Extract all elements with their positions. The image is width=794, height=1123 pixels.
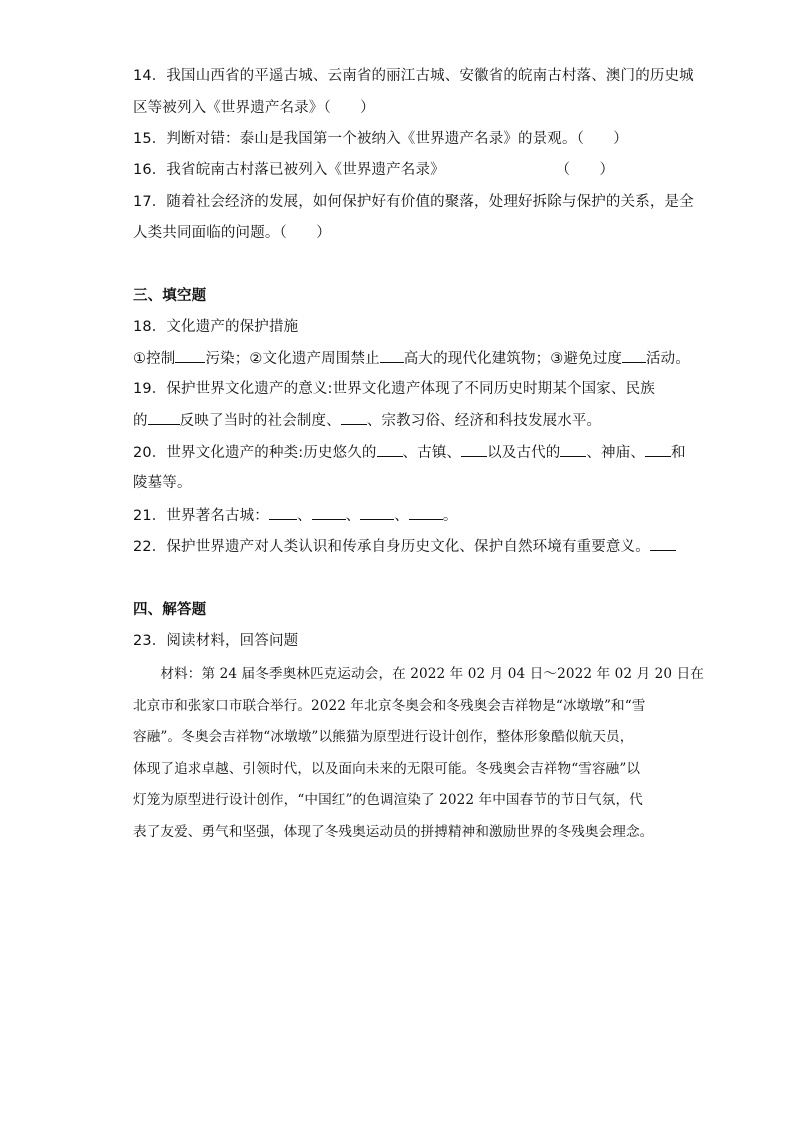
q20-part-2: 、古镇、	[402, 445, 462, 461]
q20-part-4: 、神庙、	[586, 445, 646, 461]
q14-line-1: 14．我国山西省的平遥古城、云南省的丽江古城、安徽省的皖南古村落、澳门的历史城	[133, 68, 694, 84]
q20-part-5: 和	[671, 445, 686, 461]
q23-material-line: 北京市和张家口市联合举行。2022 年北京冬奥会和冬残奥会吉祥物是“冰墩墩”和“雪	[133, 698, 646, 714]
q21-blank-2[interactable]	[312, 505, 346, 520]
q20-part-1: 20．世界文化遗产的种类:历史悠久的	[133, 445, 377, 461]
q18-part-1: ①控制	[133, 351, 176, 367]
q22-line	[133, 536, 676, 557]
q18-part-3: 高大的现代化建筑物；③避免过度	[403, 351, 623, 367]
q19-part-1: 的	[133, 413, 148, 429]
q23-material-line: 表了友爱、勇气和坚强，体现了冬残奥运动员的拼搏精神和激励世界的冬残奥会理念。	[133, 824, 654, 840]
q17-line-2: 人类共同面临的问题。（ ）	[133, 225, 331, 241]
q18-stem: 18．文化遗产的保护措施	[133, 319, 299, 335]
q19-blank-1[interactable]	[148, 410, 180, 425]
q23-material-line: 体现了追求卓越、引领时代，以及面向未来的无限可能。冬残奥会吉祥物“雪容融”以	[133, 761, 641, 777]
q17-line-1: 17．随着社会经济的发展，如何保护好有价值的聚落，处理好拆除与保护的关系，是全	[133, 194, 694, 210]
q21-separator: 、	[296, 508, 312, 524]
q18-blank-3[interactable]	[622, 348, 646, 363]
section-4-heading: 四、解答题	[133, 602, 207, 618]
q23-stem: 23．阅读材料，回答问题	[133, 633, 299, 649]
section-3-heading: 三、填空题	[133, 288, 207, 304]
q22-text: 22．保护世界遗产对人类认识和传承自身历史文化、保护自然环境有重要意义。	[133, 539, 650, 555]
q21-line	[133, 505, 458, 526]
q21-blank-4[interactable]	[409, 505, 443, 520]
q20-line-2: 陵墓等。	[133, 475, 192, 491]
q21-blank-1[interactable]	[269, 505, 297, 520]
q21-separator: 、	[394, 508, 409, 524]
q18-part-2: 污染；②文化遗产周围禁止	[205, 351, 380, 367]
q16-text: 16．我省皖南古村落已被列入《世界遗产名录》	[133, 162, 445, 178]
q22-blank[interactable]	[650, 536, 676, 551]
q20-part-3: 以及古代的	[487, 445, 561, 461]
q19-blank-2[interactable]	[341, 410, 367, 425]
q23-material-line: 灯笼为原型进行设计创作，“中国红”的色调渲染了 2022 年中国春节的节日气氛，代	[133, 792, 643, 808]
q20-blank-4[interactable]	[645, 442, 671, 457]
q20-blank-2[interactable]	[461, 442, 487, 457]
q19-line-2	[133, 410, 601, 431]
q19-part-2: 反映了当时的社会制度、	[179, 413, 341, 429]
q14-line-2: 区等被列入《世界遗产名录》（ ）	[133, 100, 375, 116]
q19-line-1: 19．保护世界文化遗产的意义:世界文化遗产体现了不同历史时期某个国家、民族	[133, 381, 655, 397]
q18-part-4: 活动。	[646, 351, 690, 367]
q19-part-3: 、宗教习俗、经济和科技发展水平。	[366, 413, 602, 429]
q23-material-line: 材料：第 24 届冬季奥林匹克运动会，在 2022 年 02 月 04 日～2022 年 02 月 20 日在	[133, 666, 704, 682]
q16-line	[133, 160, 614, 180]
q23-material-line: 容融”。冬奥会吉祥物“冰墩墩”以熊猫为原型进行设计创作，整体形象酷似航天员，	[133, 729, 634, 745]
q20-blank-1[interactable]	[377, 442, 403, 457]
q21-part-1: 21．世界著名古城：	[133, 508, 269, 524]
q21-blank-3[interactable]	[360, 505, 394, 520]
q18-content	[133, 348, 690, 369]
q20-blank-3[interactable]	[560, 442, 586, 457]
q18-blank-1[interactable]	[175, 348, 205, 363]
q21-end: 。	[442, 508, 458, 524]
q15-text: 15．判断对错：泰山是我国第一个被纳入《世界遗产名录》的景观。（ ）	[133, 131, 628, 147]
q21-separator: 、	[345, 508, 361, 524]
q18-blank-2[interactable]	[380, 348, 404, 363]
q16-answer-paren: （ ）	[555, 162, 615, 178]
q20-line-1	[133, 442, 686, 463]
